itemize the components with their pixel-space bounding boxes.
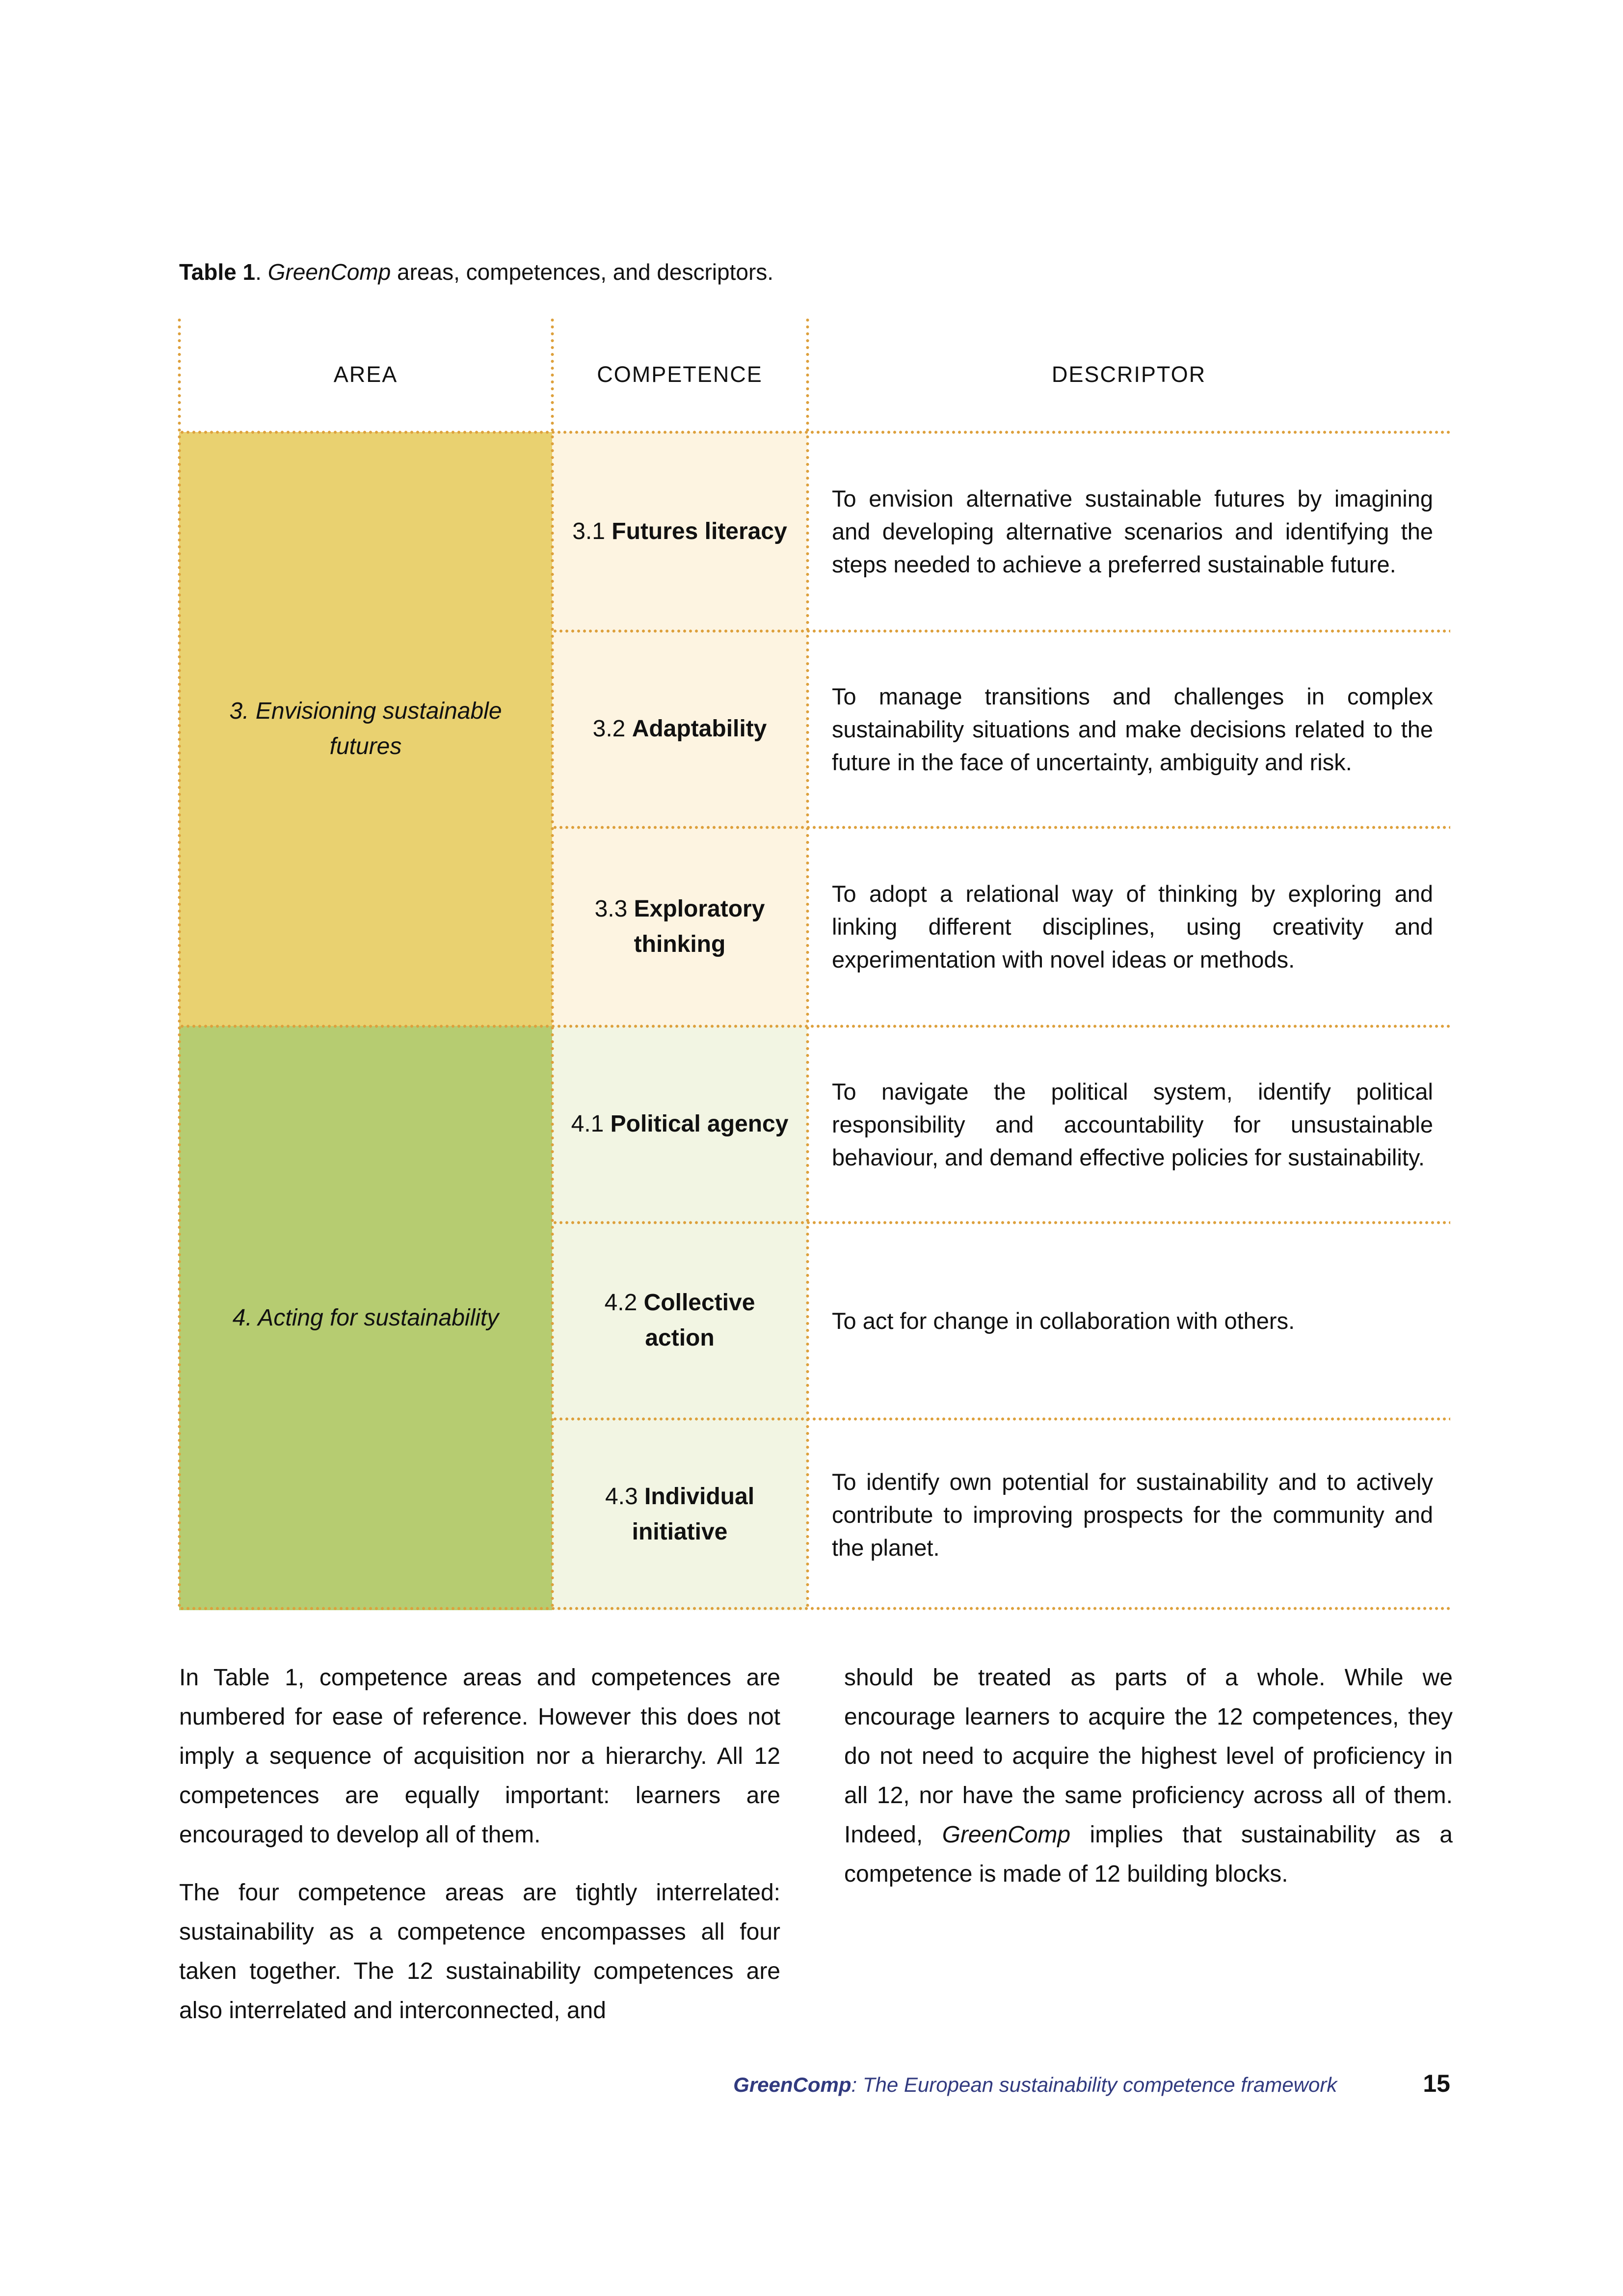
- competence-label: [569, 1479, 791, 1550]
- footer-brand: GreenComp: [733, 2073, 851, 2096]
- table-rule-row-5-6: [552, 1417, 1450, 1421]
- table-rule-bottom: [179, 1607, 1450, 1610]
- footer-running-title: [733, 2073, 1337, 2097]
- competence-number: 3.2: [592, 716, 632, 742]
- descriptor-text: To envision alternative sustainable futures by imagining and developing alternative scenarios and identifying the steps needed to achieve a preferred sustainable future.: [832, 486, 1433, 577]
- body-text: [179, 1658, 1453, 2030]
- competence-label: [593, 711, 767, 747]
- competence-name: Individual initiative: [632, 1484, 755, 1545]
- column-header-descriptor: DESCRIPTOR: [807, 317, 1450, 432]
- table-rule-row-2-3: [552, 826, 1450, 829]
- competence-name: Adaptability: [632, 716, 767, 742]
- greencomp-table: [179, 317, 1450, 1610]
- caption-table-number: Table 1: [179, 259, 256, 285]
- descriptor-cell-exploratory-thinking: [807, 827, 1450, 1026]
- descriptor-text: To identify own potential for sustainability and to actively contribute to improving prospects for the community and the planet.: [832, 1468, 1433, 1561]
- descriptor-text: To manage transitions and challenges in complex sustainability situations and make decisions related to the future in the face of uncertainty, ambiguity and risk.: [832, 683, 1433, 775]
- table-rule-header-bottom: [179, 431, 1450, 434]
- footer-title-rest: : The European sustainability competence framework: [851, 2073, 1337, 2096]
- competence-label: [569, 1285, 791, 1356]
- table-rule-group-boundary: [179, 1025, 1450, 1028]
- descriptor-cell-adaptability: [807, 631, 1450, 827]
- competence-label: [572, 514, 787, 549]
- competence-number: 3.1: [572, 518, 612, 544]
- competence-cell-individual-initiative: [552, 1419, 807, 1610]
- table-border-competence-descriptor: [806, 317, 809, 1610]
- body-paragraph: [844, 1658, 1453, 1894]
- table-rule-row-4-5: [552, 1221, 1450, 1224]
- competence-cell-political-agency: [552, 1026, 807, 1222]
- competence-name: Collective action: [643, 1290, 755, 1351]
- competence-number: 4.2: [604, 1290, 644, 1316]
- caption-separator: .: [255, 259, 268, 285]
- competence-cell-collective-action: [552, 1222, 807, 1419]
- body-paragraph: In Table 1, competence areas and competences are numbered for ease of reference. However this does not imply a sequence of acquisition nor a hierarchy. All 12 competences are equally important: learners are encouraged to develop all of them.: [179, 1665, 780, 1848]
- caption-greencomp: GreenComp: [267, 259, 391, 285]
- area-cell-envisioning-sustainable-futures: 3. Envisioning sustainable futures: [179, 432, 552, 1026]
- competence-label: [569, 891, 791, 962]
- competence-cell-adaptability: [552, 631, 807, 827]
- table-border-left: [178, 317, 181, 1610]
- descriptor-cell-political-agency: [807, 1026, 1450, 1222]
- descriptor-cell-individual-initiative: [807, 1419, 1450, 1610]
- competence-name: Futures literacy: [612, 518, 787, 544]
- body-text-segment: implies that sustainability as a competence is made of 12 building blocks.: [844, 1822, 1453, 1887]
- column-header-area: AREA: [179, 317, 552, 432]
- column-header-competence: COMPETENCE: [552, 317, 807, 432]
- descriptor-text: To act for change in collaboration with others.: [832, 1307, 1295, 1334]
- area-cell-acting-for-sustainability: 4. Acting for sustainability: [179, 1026, 552, 1610]
- competence-cell-futures-literacy: [552, 432, 807, 631]
- body-paragraph: The four competence areas are tightly interrelated: sustainability as a competence encompasses all four taken together. The 12 sustainability competences are also interrelated and interconnected, and: [179, 1880, 780, 2024]
- competence-cell-exploratory-thinking: [552, 827, 807, 1026]
- body-column-left: [179, 1658, 780, 2030]
- page-number: 15: [1423, 2070, 1450, 2097]
- body-column-right: [844, 1658, 1453, 2030]
- page-footer: [179, 2069, 1450, 2098]
- competence-number: 3.3: [594, 895, 634, 922]
- descriptor-cell-collective-action: [807, 1222, 1450, 1419]
- body-text-segment: should be treated as parts of a whole. While we encourage learners to acquire the 12 competences, they do not need to acquire the highest level of proficiency in all 12, nor have the same proficiency across all of them. Indeed,: [844, 1665, 1453, 1848]
- table-caption: [179, 258, 773, 287]
- table-rule-row-1-2: [552, 629, 1450, 633]
- competence-name: Exploratory thinking: [634, 895, 765, 957]
- competence-number: 4.1: [571, 1111, 611, 1137]
- descriptor-text: To navigate the political system, identify political responsibility and accountability for unsustainable behaviour, and demand effective policies for sustainability.: [832, 1078, 1433, 1170]
- competence-number: 4.3: [605, 1484, 645, 1510]
- descriptor-text: To adopt a relational way of thinking by exploring and linking different disciplines, using creativity and experimentation with novel ideas or methods.: [832, 881, 1433, 972]
- body-greencomp-italic: GreenComp: [942, 1822, 1071, 1848]
- descriptor-cell-futures-literacy: [807, 432, 1450, 631]
- competence-name: Political agency: [610, 1111, 789, 1137]
- table-border-area-competence: [551, 317, 554, 1610]
- competence-label: [571, 1107, 789, 1142]
- caption-rest: areas, competences, and descriptors.: [391, 259, 774, 285]
